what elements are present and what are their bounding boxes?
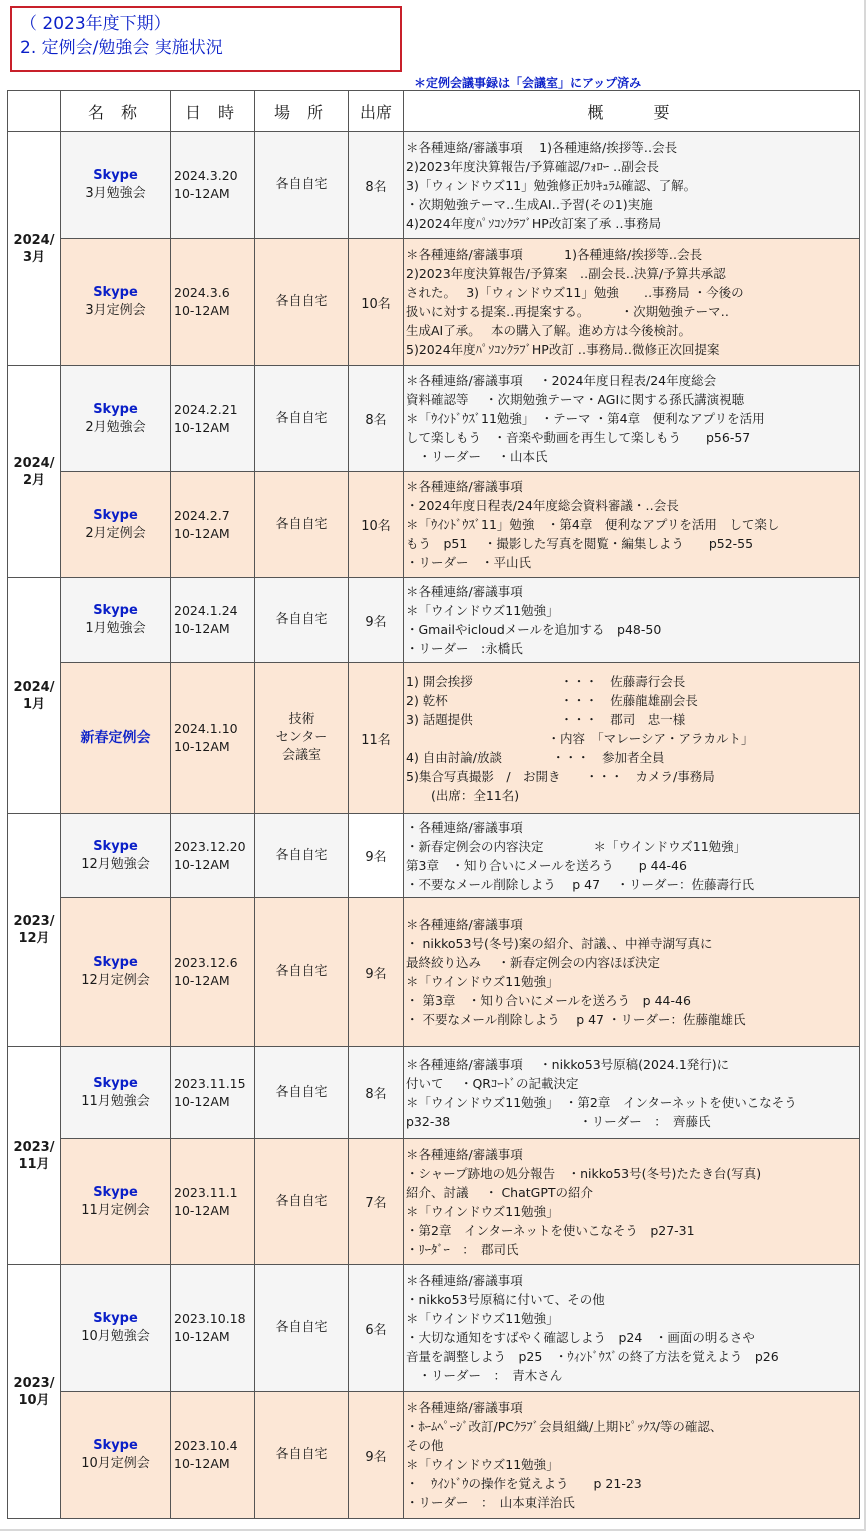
period-month: 3月: [22, 249, 46, 265]
meeting-name: [61, 472, 171, 578]
header-row: [8, 91, 860, 132]
meeting-time: 10-12AM: [174, 1456, 230, 1471]
period-year: 2023/: [13, 914, 55, 929]
period-year: 2024/: [13, 455, 55, 471]
meeting-title: 11月定例会: [81, 1202, 150, 1218]
meeting-attendance: 6名: [349, 1265, 404, 1392]
meeting-summary: ＊各種連絡/審議事項 ・ nikko53号(冬号)案の紹介、討議、、中禅寺湖写真に 最終絞り込み ・新春定例会の内容ほぼ決定 ＊「ウインドウズ11勉強」 ・ 第3章 ・知り合いにメールを送ろう p 44-46 ・ 不要なメール削除しよう p 47 ・リーダー：佐藤龍雄氏: [404, 898, 860, 1047]
minutes-note: ＊定例会議事録は「会議室」にアップ済み: [414, 76, 642, 90]
meeting-time: 10-12AM: [174, 856, 230, 872]
meeting-place: 各自自宅: [255, 1047, 349, 1139]
meeting-title: 10月定例会: [81, 1456, 150, 1471]
meeting-date: 2023.12.6: [174, 955, 238, 970]
period-year: 2024/: [13, 232, 55, 248]
meeting-time: 10-12AM: [174, 303, 230, 318]
meeting-attendance: 10名: [349, 472, 404, 578]
meeting-platform: Skype: [93, 1184, 138, 1200]
period-month: 11月: [18, 1156, 50, 1172]
meeting-date: 2023.10.4: [174, 1438, 238, 1453]
header-name: 名 称: [61, 91, 171, 132]
meeting-date: 2024.1.10: [174, 721, 238, 736]
meeting-place: 各自自宅: [255, 578, 349, 663]
header-summary: 概 要: [404, 91, 860, 132]
meeting-time: 10-12AM: [174, 1329, 230, 1344]
meeting-time: 10-12AM: [174, 525, 230, 541]
table-row: [8, 663, 860, 814]
meeting-platform: Skype: [93, 1438, 138, 1453]
meeting-datetime: [171, 239, 255, 366]
meeting-name: [61, 1047, 171, 1139]
table-row: [8, 239, 860, 366]
meeting-place: 各自自宅: [255, 472, 349, 578]
table-row: [8, 1392, 860, 1519]
meeting-date: 2024.2.7: [174, 507, 230, 523]
meeting-datetime: [171, 663, 255, 814]
meeting-date: 2023.12.20: [174, 838, 246, 854]
meeting-attendance: 11名: [349, 663, 404, 814]
meeting-title: 10月勉強会: [81, 1329, 150, 1344]
meeting-attendance: 9名: [349, 898, 404, 1047]
meeting-time: 10-12AM: [174, 621, 230, 636]
header-place: 場 所: [255, 91, 349, 132]
table-row: [8, 1047, 860, 1139]
meeting-title: 12月勉強会: [81, 856, 150, 872]
period-cell: [8, 1047, 61, 1265]
period-month: 12月: [18, 931, 50, 946]
meeting-name: [61, 663, 171, 814]
meeting-name: [61, 1392, 171, 1519]
meeting-date: 2023.11.15: [174, 1075, 246, 1091]
table-row: [8, 1265, 860, 1392]
meeting-date: 2024.3.6: [174, 285, 230, 300]
meeting-datetime: [171, 132, 255, 239]
table-row: [8, 366, 860, 472]
meeting-title: 12月定例会: [81, 973, 150, 988]
table-row: [8, 578, 860, 663]
meeting-place: 各自自宅: [255, 132, 349, 239]
meeting-summary: ＊各種連絡/審議事項 ・2024年度日程表/24年度総会 資料確認等 ・次期勉強テーマ・AGIに関する孫氏講演視聴 ＊「ｳｲﾝﾄﾞｳｽﾞ11勉強」 ・テーマ ・第4章 便利なアプリを活用 して楽しもう ・音楽や動画を再生して楽しもう p56-57 ・リーダー ・山本氏: [404, 366, 860, 472]
meeting-summary: ＊各種連絡/審議事項 ・nikko53号原稿(2024.1発行)に 付いて ・QRｺｰﾄﾞの記載決定 ＊「ウインドウズ11勉強」 ・第2章 インターネットを使いこなそう p32-38 ・リーダー ： 齊藤氏: [404, 1047, 860, 1139]
meeting-summary: ＊各種連絡/審議事項 ・nikko53号原稿に付いて、その他 ＊「ウインドウズ11勉強」 ・大切な通知をすばやく確認しよう p24 ・画面の明るさや 音量を調整しよう p25 ・ｳｨﾝﾄﾞｳｽﾞの終了方法を覚えよう p26 ・リーダー ： 青木さん: [404, 1265, 860, 1392]
meeting-summary: ＊各種連絡/審議事項 ・シャープ跡地の処分報告 ・nikko53号(冬号)たたき台(写真) 紹介、討議 ・ ChatGPTの紹介 ＊「ウインドウズ11勉強」 ・第2章 インターネットを使いこなそう p27-31 ・ﾘｰﾀﾞｰ ： 郡司氏: [404, 1139, 860, 1265]
meeting-platform: Skype: [93, 507, 138, 523]
meeting-name: [61, 578, 171, 663]
table-row: [8, 814, 860, 898]
meeting-title: 11月勉強会: [81, 1093, 150, 1109]
meeting-summary: ＊各種連絡/審議事項 1)各種連絡/挨拶等‥会長 2)2023年度決算報告/予算確認/ﾌｫﾛｰ ‥副会長 3)「ウィンドウズ11」勉強修正ｶﾘｷｭﾗﾑ確認、了解。 ・次期勉強テーマ‥生成AI‥予習(その1)実施 4)2024年度ﾊﾟｿｺﾝｸﾗﾌﾞHP改訂案了承 ‥事務局: [404, 132, 860, 239]
meeting-title: 3月定例会: [85, 303, 146, 318]
meeting-schedule-table: [7, 90, 860, 1519]
meeting-summary: ＊各種連絡/審議事項 ・2024年度日程表/24年度総会資料審議・‥会長 ＊「ｳｲﾝﾄﾞｳｽﾞ11」勉強 ・第4章 便利なアプリを活用 して楽し もう p51 ・撮影した写真を閲覧・編集しよう p52-55 ・リーダー ・平山氏: [404, 472, 860, 578]
meeting-place-line: 会議室: [281, 748, 321, 763]
meeting-datetime: [171, 1047, 255, 1139]
meeting-date: 2023.10.18: [174, 1311, 246, 1326]
report-title-box: [10, 6, 402, 72]
period-cell: [8, 814, 61, 1047]
meeting-datetime: [171, 1139, 255, 1265]
period-year: 2024/: [13, 679, 55, 695]
meeting-place: 各自自宅: [255, 814, 349, 898]
meeting-time: 10-12AM: [174, 1093, 230, 1109]
meeting-platform: Skype: [93, 838, 138, 854]
table-row: [8, 132, 860, 239]
meeting-time: 10-12AM: [174, 739, 230, 754]
meeting-attendance: 9名: [349, 578, 404, 663]
meeting-time: 10-12AM: [174, 973, 230, 988]
meeting-platform: Skype: [93, 285, 138, 300]
meeting-date: 2024.2.21: [174, 401, 238, 417]
meeting-summary: 1) 開会挨拶 ・・・ 佐藤壽行会長 2) 乾杯 ・・・ 佐藤龍雄副会長 3) 話題提供 ・・・ 郡司 忠一様 ・内容 「マレーシア・アラカルト」 4) 自由討論/放談 ・・・ 参加者全員 5)集合写真撮影 / お開き ・・・ カメラ/事務局 (出席：全11名): [404, 663, 860, 814]
report-section-title: 2. 定例会/勉強会 実施状況: [20, 38, 223, 58]
meeting-platform: Skype: [93, 168, 138, 183]
meeting-place: 各自自宅: [255, 1265, 349, 1392]
meeting-name: [61, 814, 171, 898]
meeting-attendance: 8名: [349, 132, 404, 239]
meeting-datetime: [171, 472, 255, 578]
table-row: [8, 472, 860, 578]
meeting-place-line: 技術: [288, 712, 315, 727]
meeting-name: [61, 239, 171, 366]
report-period-title: （ 2023年度下期）: [20, 14, 171, 34]
header-period: [8, 91, 61, 132]
meeting-summary: ＊各種連絡/審議事項 1)各種連絡/挨拶等‥会長 2)2023年度決算報告/予算案 ‥副会長‥決算/予算共承認 された。 3)「ウィンドウズ11」勉強 ‥事務局 ・今後の 扱いに対する提案‥再提案する。 ・次期勉強テーマ‥ 生成AI了承。 本の購入了解。進め方は今後検討。 5)2024年度ﾊﾟｿｺﾝｸﾗﾌﾞHP改訂 ‥事務局‥微修正次回提案: [404, 239, 860, 366]
meeting-platform: Skype: [93, 1311, 138, 1326]
meeting-place: 各自自宅: [255, 898, 349, 1047]
meeting-platform: Skype: [93, 955, 138, 970]
period-cell: [8, 578, 61, 814]
period-cell: [8, 132, 61, 366]
meeting-time: 10-12AM: [174, 186, 230, 201]
meeting-platform: Skype: [93, 603, 138, 618]
meeting-datetime: [171, 578, 255, 663]
meeting-summary: ・各種連絡/審議事項 ・新春定例会の内容決定 ＊「ウインドウズ11勉強」 第3章 ・知り合いにメールを送ろう p 44-46 ・不要なメール削除しよう p 47 ・リーダー：佐藤壽行氏: [404, 814, 860, 898]
meeting-datetime: [171, 814, 255, 898]
meeting-date: 2023.11.1: [174, 1184, 238, 1200]
meeting-time: 10-12AM: [174, 1202, 230, 1218]
table-row: [8, 898, 860, 1047]
period-month: 1月: [22, 696, 46, 712]
meeting-name: [61, 1265, 171, 1392]
meeting-datetime: [171, 1392, 255, 1519]
meeting-title: 2月勉強会: [85, 419, 146, 435]
meeting-attendance: 9名: [349, 1392, 404, 1519]
meeting-title: 1月勉強会: [85, 621, 146, 636]
period-year: 2023/: [13, 1139, 55, 1155]
meeting-name: [61, 132, 171, 239]
meeting-date: 2024.1.24: [174, 603, 238, 618]
meeting-name: [61, 1139, 171, 1265]
meeting-place: 各自自宅: [255, 1139, 349, 1265]
meeting-place: [255, 663, 349, 814]
meeting-place-line: センター: [275, 730, 328, 745]
period-cell: [8, 1265, 61, 1519]
meeting-datetime: [171, 898, 255, 1047]
meeting-title-special: 新春定例会: [80, 729, 151, 746]
meeting-place: 各自自宅: [255, 366, 349, 472]
meeting-time: 10-12AM: [174, 419, 230, 435]
meeting-datetime: [171, 366, 255, 472]
meeting-attendance: 8名: [349, 366, 404, 472]
meeting-place: 各自自宅: [255, 239, 349, 366]
meeting-summary: ＊各種連絡/審議事項 ・ﾎｰﾑﾍﾟｰｼﾞ改訂/PCｸﾗﾌﾞ会員組織/上期ﾄﾋﾟｯｸｽ/等の確認、 その他 ＊「ウインドウズ11勉強」 ・ ｳｲﾝﾄﾞｳの操作を覚えよう p 21-23 ・リーダー ： 山本東洋治氏: [404, 1392, 860, 1519]
header-attendance: 出席: [349, 91, 404, 132]
period-year: 2023/: [13, 1375, 55, 1391]
meeting-name: [61, 898, 171, 1047]
meeting-attendance: 8名: [349, 1047, 404, 1139]
table-row: [8, 1139, 860, 1265]
meeting-date: 2024.3.20: [174, 168, 238, 183]
meeting-attendance: 7名: [349, 1139, 404, 1265]
header-datetime: 日 時: [171, 91, 255, 132]
period-cell: [8, 366, 61, 578]
meeting-name: [61, 366, 171, 472]
meeting-datetime: [171, 1265, 255, 1392]
meeting-summary: ＊各種連絡/審議事項 ＊「ウインドウズ11勉強」 ・Gmailやicloudメールを追加する p48-50 ・リーダー :永橋氏: [404, 578, 860, 663]
meeting-title: 3月勉強会: [85, 186, 146, 201]
period-month: 2月: [22, 472, 46, 488]
meeting-attendance: 10名: [349, 239, 404, 366]
meeting-platform: Skype: [93, 401, 138, 417]
meeting-platform: Skype: [93, 1075, 138, 1091]
period-month: 10月: [18, 1392, 50, 1408]
meeting-attendance: 9名: [349, 814, 404, 898]
meeting-place: 各自自宅: [255, 1392, 349, 1519]
meeting-title: 2月定例会: [85, 525, 146, 541]
